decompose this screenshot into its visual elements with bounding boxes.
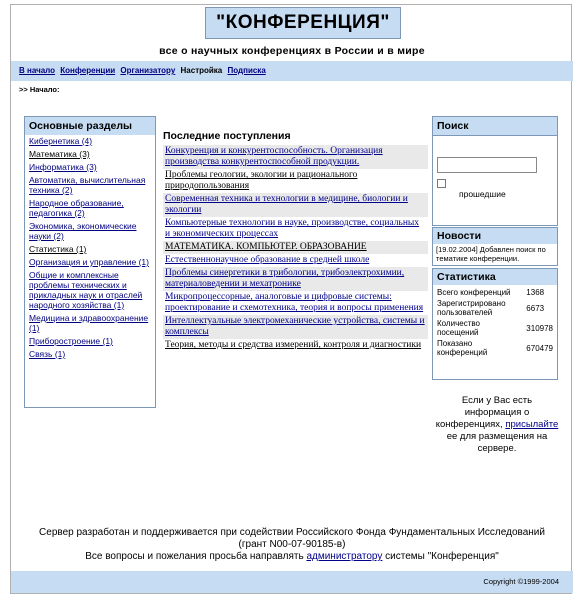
sections-panel: [24, 116, 156, 408]
past-label: прошедшие: [459, 189, 506, 199]
stat-value: 670479: [526, 343, 553, 353]
recent-link[interactable]: Микропроцессорные, аналоговые и цифровые системы: проектирование и схемотехника, теория и вопросы применения: [165, 292, 424, 313]
footer-text-before: Все вопросы и пожелания просьба направлять: [85, 551, 307, 562]
stat-value: 1368: [526, 288, 545, 297]
stats-panel: [432, 268, 558, 380]
copyright-bar: [11, 571, 573, 593]
section-link[interactable]: Народное образование, педагогика (2): [29, 198, 124, 218]
copyright-text: Copyright ©1999-2004: [483, 577, 559, 586]
footer-line2: (грант N00-07-90185-в): [238, 539, 346, 550]
stats-table: [435, 287, 555, 358]
recent-link[interactable]: Интеллектуальные электромеханические устройства, системы и комплексы: [165, 316, 425, 337]
section-link[interactable]: Информатика (3): [29, 162, 97, 172]
recent-link[interactable]: Компьютерные технологии в науке, производстве, социальных и экономических процессах: [165, 218, 420, 239]
news-title: Новости: [433, 228, 557, 244]
section-link[interactable]: Экономика, экономические науки (2): [29, 221, 137, 241]
recent-link[interactable]: Проблемы синергетики в трибологии, трибоэлектрохимии, материаловедении и мехатронике: [165, 268, 405, 289]
section-link[interactable]: Связь (1): [29, 349, 66, 359]
section-link[interactable]: Статистика (1): [29, 244, 87, 254]
news-panel: [432, 227, 558, 266]
section-link[interactable]: Приборостроение (1): [29, 336, 113, 346]
stat-value: 310978: [526, 323, 553, 333]
stat-label: Всего конференций: [437, 288, 511, 297]
news-text: [19.02.2004] Добавлен поиск по тематике конференции.: [436, 245, 546, 263]
list-item: [163, 254, 428, 267]
section-link[interactable]: Кибернетика (4): [29, 136, 93, 146]
page-frame: [10, 4, 572, 594]
recent-link[interactable]: Естественнонаучное образование в средней школе: [165, 255, 370, 265]
nav-subscription-link[interactable]: Подписка: [227, 66, 266, 75]
nav-conferences-link[interactable]: Конференции: [60, 66, 116, 75]
sections-title: Основные разделы: [25, 117, 155, 135]
site-logo[interactable]: "КОНФЕРЕНЦИЯ": [205, 7, 401, 39]
search-panel: [432, 116, 558, 226]
stats-title: Статистика: [433, 269, 557, 285]
submit-text-before: Если у Вас есть информация о конференциях,: [435, 395, 533, 430]
search-input[interactable]: [437, 157, 537, 173]
section-link[interactable]: Математика (3): [29, 149, 90, 159]
footer-line1: Сервер разработан и поддерживается при содействии Российского Фонда Фундаментальных Исследований: [39, 527, 545, 538]
section-link[interactable]: Организация и управление (1): [29, 257, 149, 267]
table-row: [435, 318, 555, 338]
past-checkbox[interactable]: [437, 179, 446, 188]
list-item: [163, 339, 428, 352]
submit-info: [435, 395, 559, 455]
nav-home-link[interactable]: В начало: [19, 66, 56, 75]
table-row: [435, 287, 555, 298]
top-nav: [11, 61, 573, 81]
table-row: [435, 298, 555, 318]
stat-value: 6673: [526, 303, 545, 313]
list-item: [163, 217, 428, 241]
recent-link[interactable]: Проблемы геологии, экологии и рационального природопользования: [165, 170, 358, 191]
footer-text-after: системы "Конференция": [382, 551, 499, 562]
submit-text-after: ее для размещения на сервере.: [446, 431, 548, 454]
recent-link[interactable]: Современная техника и технологии в медицине, биологии и экологии: [165, 194, 408, 215]
section-link[interactable]: Общие и комплексные проблемы технических и прикладных наук и отраслей народного хозяйства (1): [29, 270, 143, 310]
table-row: [435, 338, 555, 358]
list-item: [163, 315, 428, 339]
section-link[interactable]: Медицина и здравоохранение (1): [29, 313, 149, 333]
recent-link[interactable]: Теория, методы и средства измерений, контроля и диагностики: [165, 340, 422, 350]
section-link[interactable]: Автоматика, вычислительная техника (2): [29, 175, 146, 195]
site-tagline: все о научных конференциях в России и в мире: [159, 45, 425, 57]
admin-link[interactable]: администратору: [306, 551, 383, 562]
stat-label: Зарегистрировано пользователей: [437, 299, 506, 317]
list-item: [163, 291, 428, 315]
recent-link[interactable]: МАТЕМАТИКА. КОМПЬЮТЕР. ОБРАЗОВАНИЕ: [165, 242, 367, 252]
list-item: [163, 267, 428, 291]
list-item: [163, 241, 428, 254]
stat-label: Количество посещений: [437, 319, 480, 337]
sections-list: [25, 135, 155, 359]
stat-label: Показано конференций: [437, 339, 488, 357]
recent-link[interactable]: Конкуренция и конкурентоспособность. Организация производства конкурентоспособной продукции.: [165, 146, 383, 167]
list-item: [163, 169, 428, 193]
recent-title: Последние поступления: [163, 130, 291, 142]
submit-link[interactable]: присылайте: [505, 419, 559, 430]
footer-line3: [11, 551, 573, 563]
footer: [11, 527, 573, 563]
nav-organizer-link[interactable]: Организатору: [120, 66, 176, 75]
list-item: [163, 193, 428, 217]
breadcrumb: >> Начало:: [19, 85, 60, 94]
search-title: Поиск: [433, 117, 557, 136]
recent-list: [163, 145, 428, 352]
nav-settings-current: Настройка: [180, 66, 223, 75]
list-item: [163, 145, 428, 169]
